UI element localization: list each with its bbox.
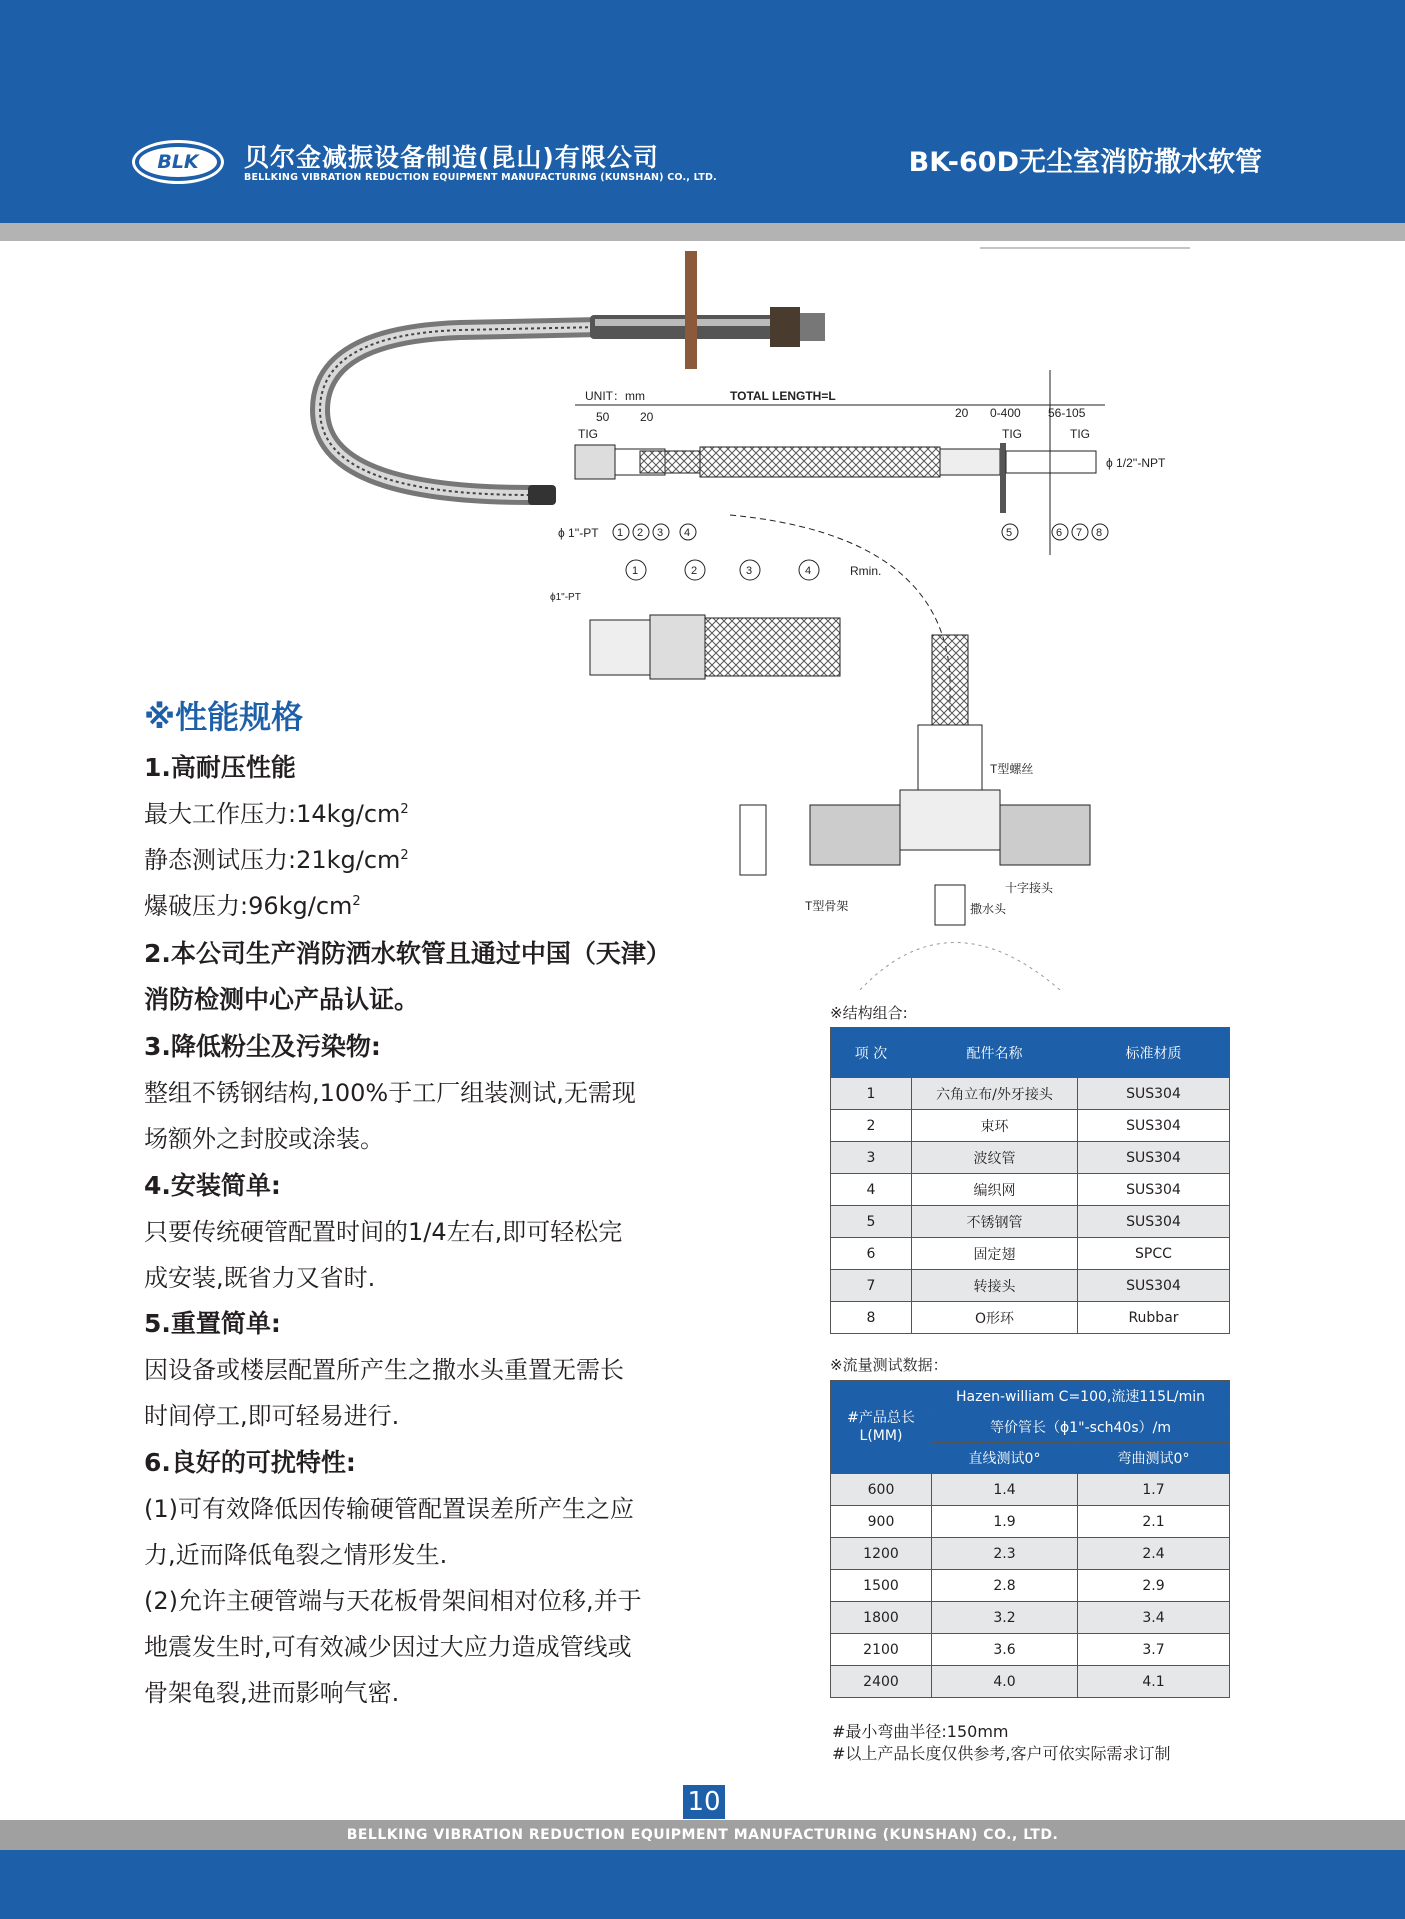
table-row: 600 1.4 1.7 xyxy=(831,1474,1230,1506)
spec1-line1: 最大工作压力$:14kg/cm^2$ xyxy=(144,800,409,828)
spec4-line2: 成安装,既省力又省时. xyxy=(144,1264,376,1292)
spec1-line3: 爆破压力$:96kg/cm^2$ xyxy=(144,892,361,920)
note-bend-radius: #最小弯曲半径:150mm xyxy=(832,1722,1009,1741)
flow-header-mid: 等价管长（ϕ1"-sch40s）/m xyxy=(932,1412,1230,1443)
structure-header-item: 项 次 xyxy=(831,1028,912,1078)
spec3-title: 3.降低粉尘及污染物: xyxy=(144,1032,381,1061)
table-row: 1800 3.2 3.4 xyxy=(831,1602,1230,1634)
svg-text:3: 3 xyxy=(657,527,664,539)
svg-text:ϕ1"-PT: ϕ1"-PT xyxy=(550,592,581,603)
svg-text:20: 20 xyxy=(640,410,654,424)
company-name-en: BELLKING VIBRATION REDUCTION EQUIPMENT MANUFACTURING (KUNSHAN) CO., LTD. xyxy=(244,172,717,183)
spec6-title: 6.良好的可扰特性: xyxy=(144,1448,356,1477)
spec5-line1: 因设备或楼层配置所产生之撒水头重置无需长 xyxy=(144,1356,624,1384)
svg-text:3: 3 xyxy=(746,565,753,577)
company-name-cn: 贝尔金减振设备制造(昆山)有限公司 xyxy=(244,143,659,172)
svg-text:2: 2 xyxy=(637,527,644,539)
spec4-line1: 只要传统硬管配置时间的1/4左右,即可轻松完 xyxy=(144,1218,623,1246)
svg-text:TOTAL LENGTH=L: TOTAL LENGTH=L xyxy=(730,389,836,403)
svg-text:T型螺丝: T型螺丝 xyxy=(990,762,1034,776)
footer-band xyxy=(0,1850,1405,1919)
spec5-title: 5.重置简单: xyxy=(144,1309,281,1338)
flow-header-top: Hazen-william C=100,流速115L/min xyxy=(932,1381,1230,1412)
table-row: 4 编织网 SUS304 xyxy=(831,1174,1230,1206)
svg-text:2: 2 xyxy=(691,565,698,577)
table-row: 7 转接头 SUS304 xyxy=(831,1270,1230,1302)
spec6-line1: (1)可有效降低因传输硬管配置误差所产生之应 xyxy=(144,1495,634,1523)
structure-header-part: 配件名称 xyxy=(912,1028,1078,1078)
header-gray-strip xyxy=(0,223,1405,241)
table-row: 6 固定翅 SPCC xyxy=(831,1238,1230,1270)
spec3-line2: 场额外之封胶或涂装。 xyxy=(144,1125,384,1153)
svg-text:TIG: TIG xyxy=(1070,427,1090,441)
svg-text:1: 1 xyxy=(632,565,639,577)
spec4-title: 4.安装简单: xyxy=(144,1171,281,1200)
spec2-line1: 2.本公司生产消防洒水软管且通过中国（天津） xyxy=(144,939,671,968)
svg-text:1: 1 xyxy=(617,527,624,539)
specs-heading: ※性能规格 xyxy=(144,698,304,736)
svg-text:Rmin.: Rmin. xyxy=(850,564,882,578)
technical-drawing xyxy=(300,245,1260,990)
note-custom-length: #以上产品长度仅供参考,客户可依实际需求订制 xyxy=(832,1744,1171,1763)
svg-text:0-400: 0-400 xyxy=(990,406,1021,420)
spec6-line5: 骨架龟裂,进而影响气密. xyxy=(144,1679,400,1707)
flow-header-length: #产品总长 L(MM) xyxy=(831,1381,932,1474)
svg-text:6: 6 xyxy=(1056,527,1063,539)
svg-text:ϕ 1/2''-NPT: ϕ 1/2''-NPT xyxy=(1106,456,1166,470)
table-row: 900 1.9 2.1 xyxy=(831,1506,1230,1538)
footer-company-en: BELLKING VIBRATION REDUCTION EQUIPMENT MANUFACTURING (KUNSHAN) CO., LTD. xyxy=(0,1820,1405,1850)
svg-text:7: 7 xyxy=(1076,527,1083,539)
svg-text:20: 20 xyxy=(955,406,969,420)
structure-header-material: 标准材质 xyxy=(1078,1028,1230,1078)
spec1-title: 1.高耐压性能 xyxy=(144,753,296,782)
product-title: BK-60D无尘室消防撒水软管 xyxy=(908,147,1262,178)
svg-text:TIG: TIG xyxy=(1002,427,1022,441)
table-row: 8 O形环 Rubbar xyxy=(831,1302,1230,1334)
spec6-line4: 地震发生时,可有效减少因过大应力造成管线或 xyxy=(144,1633,632,1661)
flow-table xyxy=(830,1380,1230,1698)
header-band xyxy=(0,0,1405,223)
table-row: 1 六角立布/外牙接头 SUS304 xyxy=(831,1078,1230,1110)
logo-text: BLK xyxy=(139,147,217,177)
table-row: 2400 4.0 4.1 xyxy=(831,1666,1230,1698)
svg-text:4: 4 xyxy=(805,565,812,577)
svg-text:56-105: 56-105 xyxy=(1048,406,1086,420)
svg-text:4: 4 xyxy=(684,527,691,539)
company-logo xyxy=(132,140,224,184)
svg-text:T型骨架: T型骨架 xyxy=(805,899,849,913)
assembly-drawing xyxy=(550,370,1166,990)
svg-text:50: 50 xyxy=(596,410,610,424)
spec2-line2: 消防检测中心产品认证。 xyxy=(144,985,420,1014)
svg-text:十字接头: 十字接头 xyxy=(1005,881,1054,895)
svg-text:TIG: TIG xyxy=(578,427,598,441)
structure-table xyxy=(830,1027,1230,1334)
svg-text:5: 5 xyxy=(1006,527,1013,539)
flow-header-straight: 直线测试0° xyxy=(932,1443,1078,1474)
spec6-line2: 力,近而降低龟裂之情形发生. xyxy=(144,1541,448,1569)
svg-text:撒水头: 撒水头 xyxy=(970,902,1007,916)
structure-table-label: ※结构组合: xyxy=(830,1004,908,1022)
table-row: 5 不锈钢管 SUS304 xyxy=(831,1206,1230,1238)
svg-text:UNIT：mm: UNIT：mm xyxy=(585,389,645,403)
table-row: 1200 2.3 2.4 xyxy=(831,1538,1230,1570)
spec1-line2: 静态测试压力$:21kg/cm^2$ xyxy=(144,846,409,874)
flow-table-label: ※流量测试数据： xyxy=(830,1356,948,1374)
table-row: 3 波纹管 SUS304 xyxy=(831,1142,1230,1174)
page-number: 10 xyxy=(683,1785,725,1819)
svg-text:8: 8 xyxy=(1096,527,1103,539)
spec6-line3: (2)允许主硬管端与天花板骨架间相对位移,并于 xyxy=(144,1587,642,1615)
svg-text:ϕ 1''-PT: ϕ 1''-PT xyxy=(558,526,599,540)
spec3-line1: 整组不锈钢结构,100%于工厂组装测试,无需现 xyxy=(144,1079,636,1107)
table-row: 2 束环 SUS304 xyxy=(831,1110,1230,1142)
flow-header-bent: 弯曲测试0° xyxy=(1078,1443,1230,1474)
table-row: 2100 3.6 3.7 xyxy=(831,1634,1230,1666)
spec5-line2: 时间停工,即可轻易进行. xyxy=(144,1402,400,1430)
table-row: 1500 2.8 2.9 xyxy=(831,1570,1230,1602)
